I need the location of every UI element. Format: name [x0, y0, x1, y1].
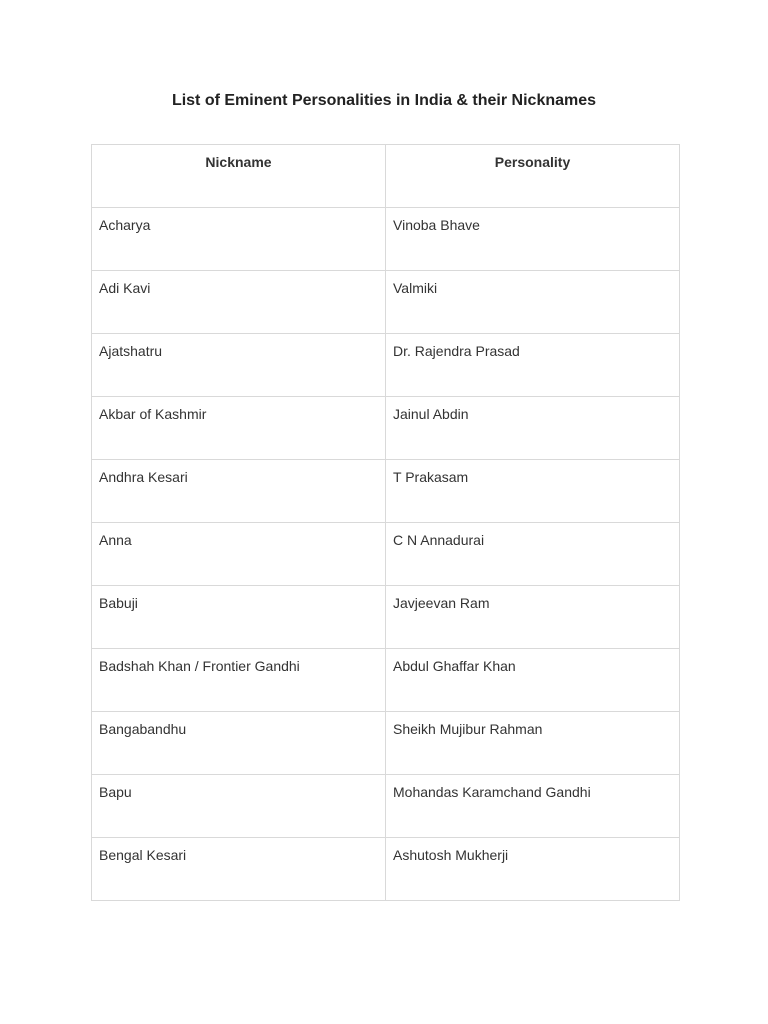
personality-cell: Valmiki — [386, 271, 680, 334]
personality-cell: Jainul Abdin — [386, 397, 680, 460]
personality-cell: Mohandas Karamchand Gandhi — [386, 775, 680, 838]
nickname-cell: Badshah Khan / Frontier Gandhi — [92, 649, 386, 712]
table-row — [92, 649, 680, 712]
column-header-personality: Personality — [386, 145, 680, 208]
nickname-cell: Adi Kavi — [92, 271, 386, 334]
personality-cell: C N Annadurai — [386, 523, 680, 586]
personality-cell: T Prakasam — [386, 460, 680, 523]
table-header-row — [92, 145, 680, 208]
page-title: List of Eminent Personalities in India & their Nicknames — [171, 92, 597, 109]
personality-cell: Abdul Ghaffar Khan — [386, 649, 680, 712]
personality-cell: Javjeevan Ram — [386, 586, 680, 649]
table-row — [92, 208, 680, 271]
table-row — [92, 334, 680, 397]
table-row — [92, 523, 680, 586]
table-row — [92, 460, 680, 523]
personality-cell: Sheikh Mujibur Rahman — [386, 712, 680, 775]
table-row — [92, 712, 680, 775]
table-row — [92, 838, 680, 901]
table-row — [92, 775, 680, 838]
nickname-cell: Bengal Kesari — [92, 838, 386, 901]
personality-cell: Dr. Rajendra Prasad — [386, 334, 680, 397]
table-row — [92, 271, 680, 334]
table-row — [92, 397, 680, 460]
nickname-cell: Acharya — [92, 208, 386, 271]
column-header-nickname: Nickname — [92, 145, 386, 208]
nickname-cell: Babuji — [92, 586, 386, 649]
nickname-cell: Ajatshatru — [92, 334, 386, 397]
nickname-cell: Akbar of Kashmir — [92, 397, 386, 460]
personality-cell: Ashutosh Mukherji — [386, 838, 680, 901]
nickname-cell: Bapu — [92, 775, 386, 838]
nickname-cell: Andhra Kesari — [92, 460, 386, 523]
nickname-table — [91, 144, 680, 901]
table-row — [92, 586, 680, 649]
nickname-cell: Bangabandhu — [92, 712, 386, 775]
nickname-cell: Anna — [92, 523, 386, 586]
personality-cell: Vinoba Bhave — [386, 208, 680, 271]
